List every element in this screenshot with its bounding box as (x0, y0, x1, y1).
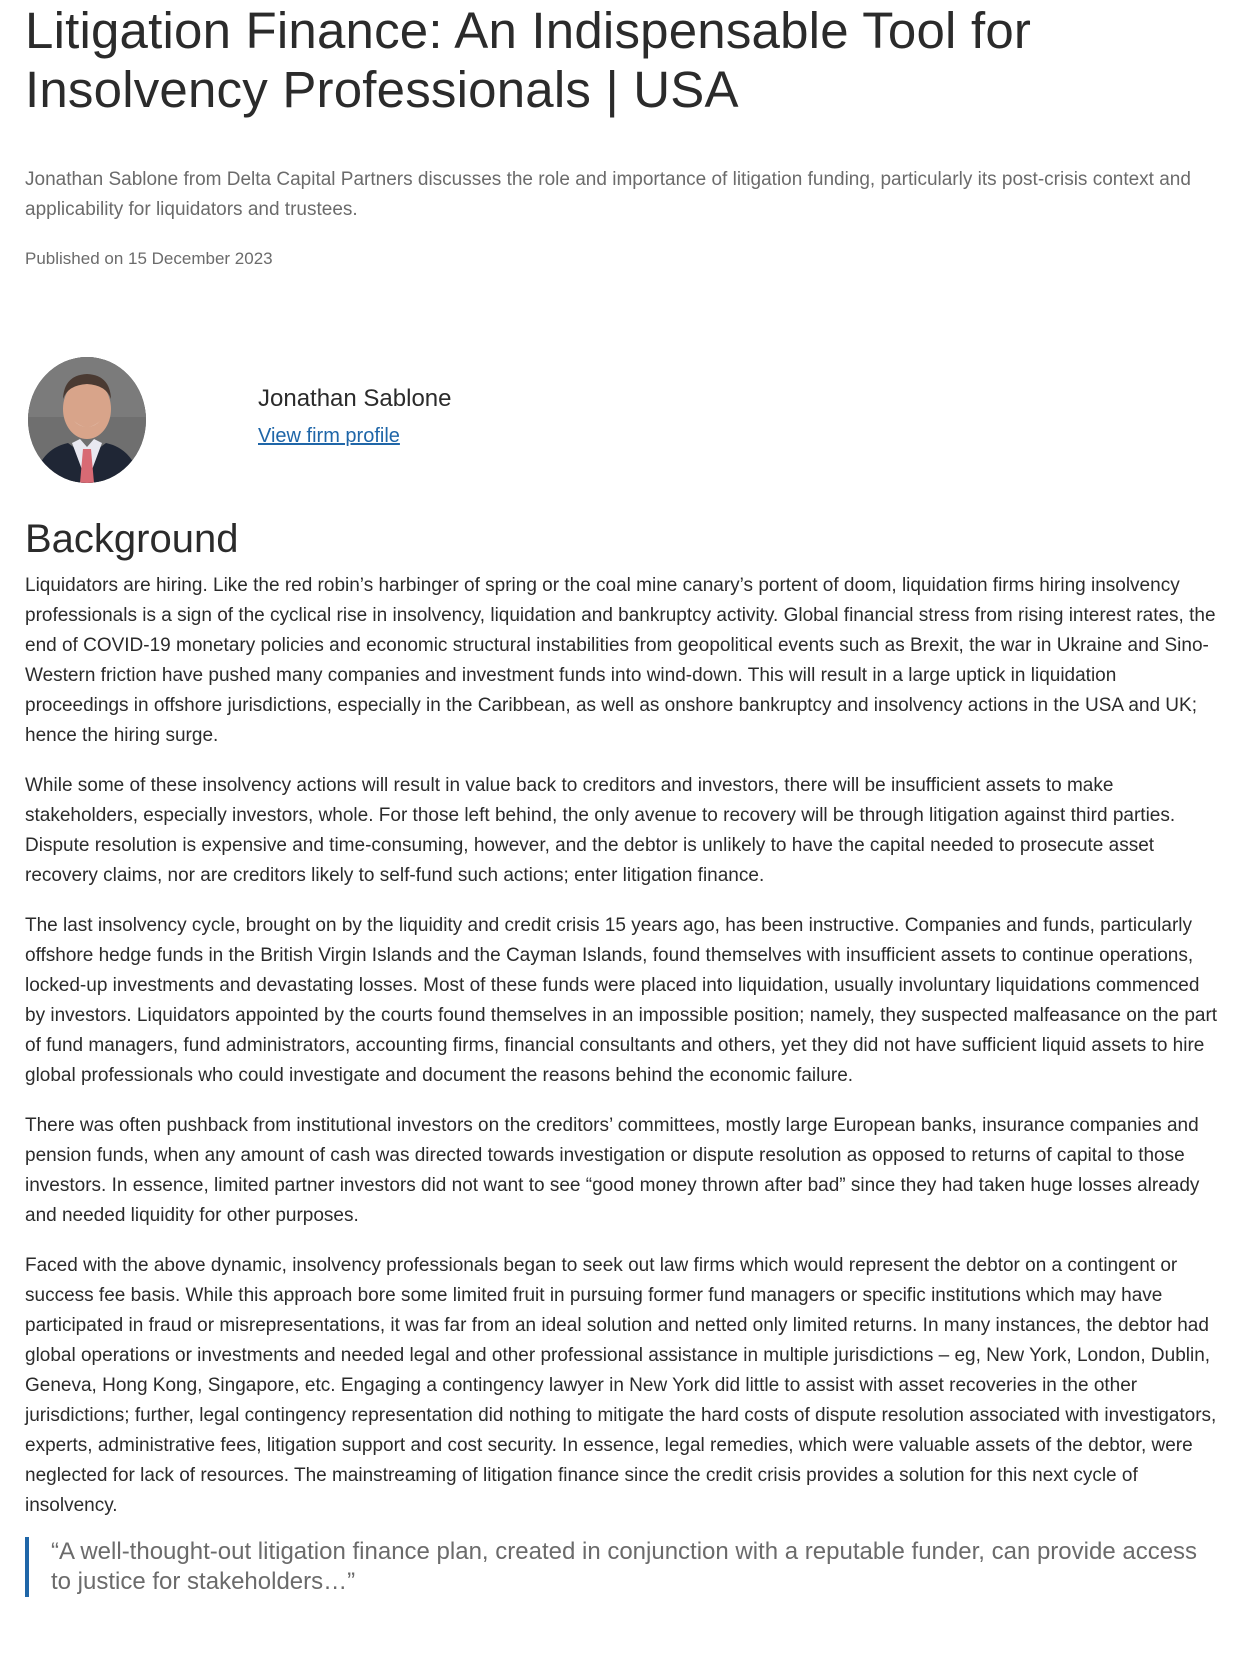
body-paragraph: Liquidators are hiring. Like the red robin’s harbinger of spring or the coal mine canary’s portent of doom, liquidation firms hiring insolvency professionals is a sign of the cyclical rise in insolvency, liquidation and bankruptcy activity. Global financial stress from rising interest rates, the end of COVID-19 monetary policies and economic structural instabilities from geopolitical events such as Brexit, the war in Ukraine and Sino-Western friction have pushed many companies and investment funds into wind-down. This will result in a large uptick in liquidation proceedings in offshore jurisdictions, especially in the Caribbean, as well as onshore bankruptcy and insolvency actions in the USA and UK; hence the hiring surge. (25, 575, 1216, 746)
body-paragraph: There was often pushback from institutional investors on the creditors’ committees, mostly large European banks, insurance companies and pension funds, when any amount of cash was directed towards investigation or dispute resolution as opposed to returns of capital to those investors. In essence, limited partner investors did not want to see “good money thrown after bad” since they had taken huge losses already and needed liquidity for other purposes. (25, 1115, 1200, 1226)
pull-quote: “A well-thought-out litigation finance plan, created in conjunction with a reputable funder, can provide access to justice for stakeholders…” (25, 1537, 1223, 1597)
author-photo (28, 357, 146, 483)
view-firm-profile-link[interactable]: View firm profile (258, 425, 400, 447)
author-info (258, 357, 452, 448)
body-paragraph: The last insolvency cycle, brought on by the liquidity and credit crisis 15 years ago, has been instructive. Companies and funds, particularly offshore hedge funds in the British Virgin Islands and the Cayman Islands, found themselves with insufficient assets to continue operations, locked-up investments and devastating losses. Most of these funds were placed into liquidation, usually involuntary liquidations commenced by investors. Liquidators appointed by the courts found themselves in an impossible position; namely, they suspected malfeasance on the part of fund managers, fund administrators, accounting firms, financial consultants and others, yet they did not have sufficient liquid assets to hire global professionals who could investigate and document the reasons behind the economic failure. (25, 915, 1218, 1086)
body-paragraph: While some of these insolvency actions will result in value back to creditors and investors, there will be insufficient assets to make stakeholders, especially investors, whole. For those left behind, the only avenue to recovery will be through litigation against third parties. Dispute resolution is expensive and time-consuming, however, and the debtor is unlikely to have the capital needed to prosecute asset recovery claims, nor are creditors likely to self-fund such actions; enter litigation finance. (25, 775, 1176, 886)
body-paragraph: Faced with the above dynamic, insolvency professionals began to seek out law firms which would represent the debtor on a contingent or success fee basis. While this approach bore some limited fruit in pursuing former fund managers or specific institutions which may have participated in fraud or misrepresentations, it was far from an ideal solution and netted only limited returns. In many instances, the debtor had global operations or investments and needed legal and other professional assistance in multiple jurisdictions – eg, New York, London, Dublin, Geneva, Hong Kong, Singapore, etc. Engaging a contingency lawyer in New York did little to assist with asset recoveries in the other jurisdictions; further, legal contingency representation did nothing to mitigate the hard costs of dispute resolution associated with investigators, experts, administrative fees, litigation support and cost security. In essence, legal remedies, which were valuable assets of the debtor, were neglected for lack of resources. The mainstreaming of litigation finance since the credit crisis provides a solution for this next cycle of insolvency. (25, 1255, 1217, 1516)
article-title: Litigation Finance: An Indispensable Tool for Insolvency Professionals | USA (25, 2, 1032, 118)
article-body (25, 571, 1223, 1521)
avatar (28, 357, 146, 483)
published-date: Published on 15 December 2023 (25, 249, 273, 268)
section-heading: Background (25, 517, 239, 561)
author-name: Jonathan Sablone (258, 385, 452, 412)
author-card (25, 357, 1223, 485)
article-standfirst: Jonathan Sablone from Delta Capital Partners discusses the role and importance of litigation funding, particularly its post-crisis context and applicability for liquidators and trustees. (25, 169, 1191, 220)
